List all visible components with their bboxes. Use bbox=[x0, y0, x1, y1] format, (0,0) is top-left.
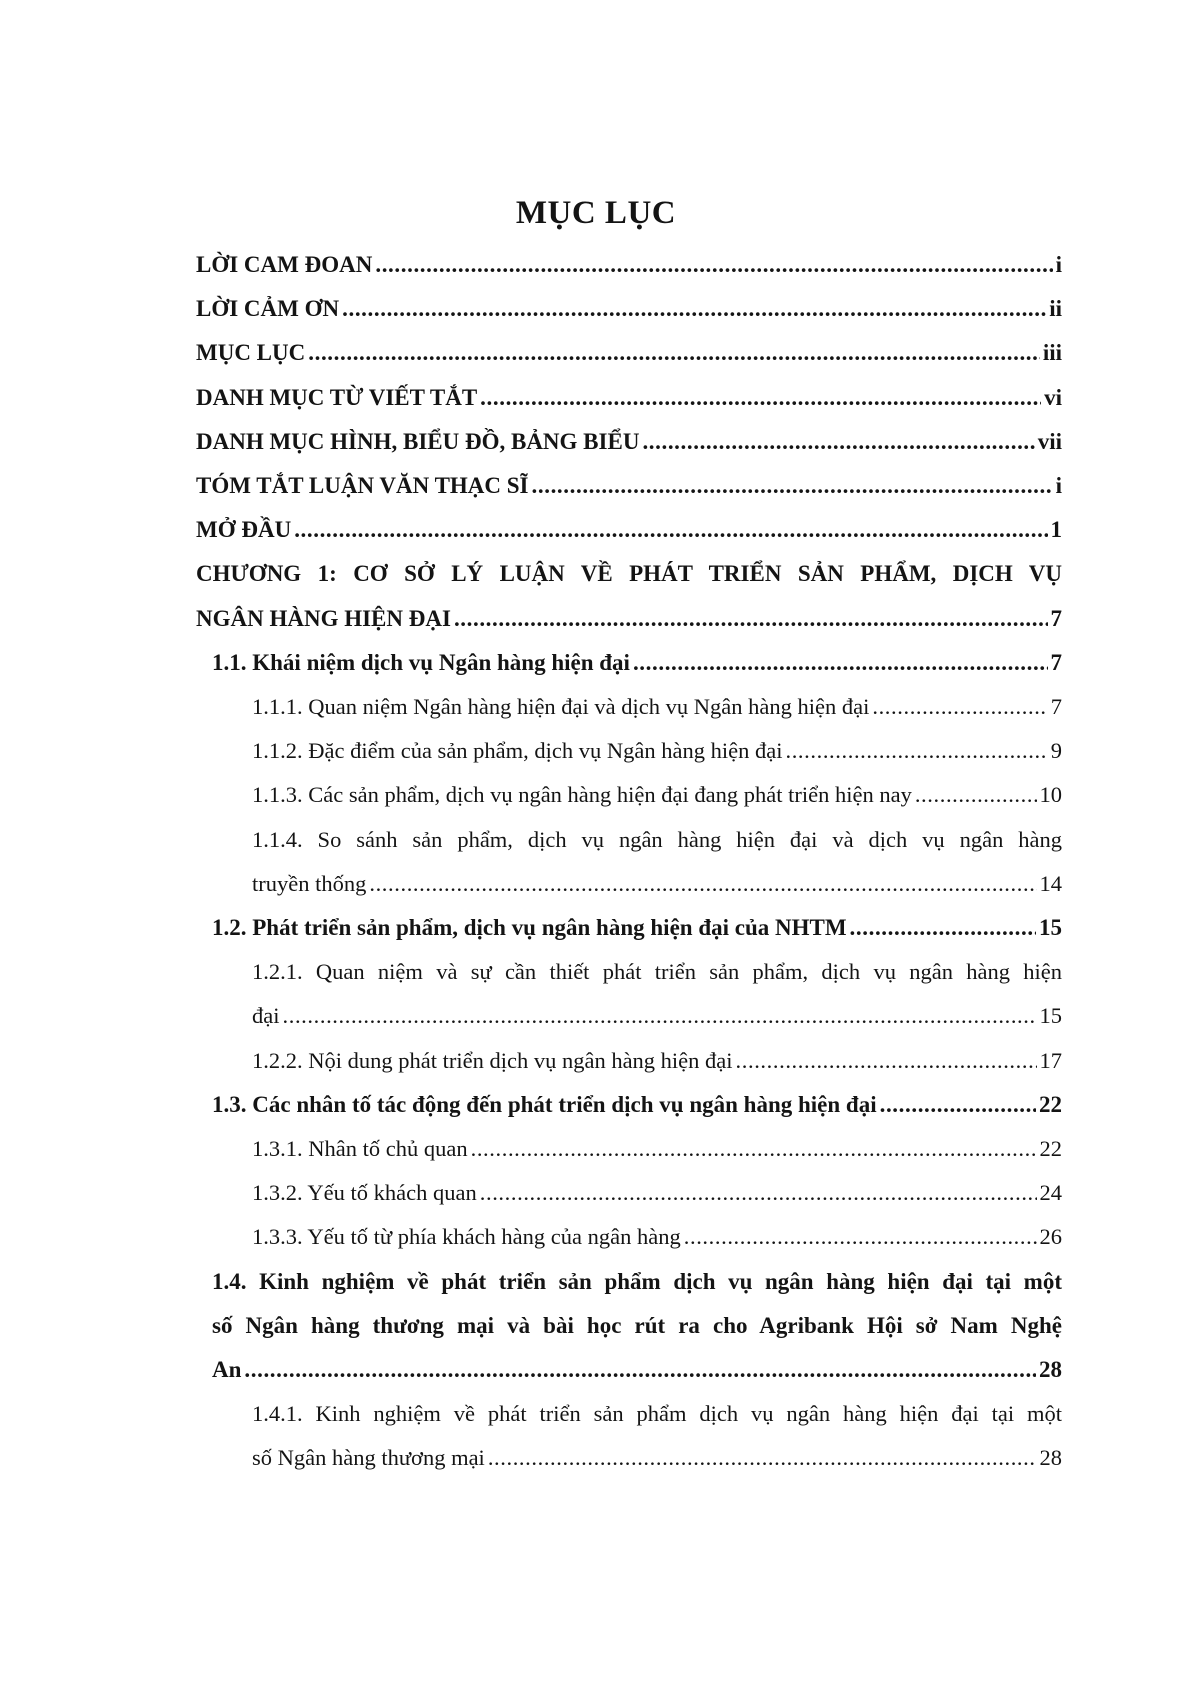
dot-leader bbox=[342, 287, 1046, 331]
toc-entry-1-1-4[interactable] bbox=[196, 818, 1062, 906]
toc-entry-title: 1.3. Các nhân tố tác động đến phát triển dịch vụ ngân hàng hiện đại bbox=[212, 1091, 877, 1117]
toc-entry-title: 1.1.1. Quan niệm Ngân hàng hiện đại và dịch vụ Ngân hàng hiện đại bbox=[252, 694, 870, 720]
toc-entry-tom-tat[interactable] bbox=[196, 464, 1062, 508]
toc-entry-title: 1.1.2. Đặc điểm của sản phẩm, dịch vụ Ngân hàng hiện đại bbox=[252, 738, 783, 764]
toc-entry-title-line: số Ngân hàng thương mại và bài học rút ra cho Agribank Hội sở Nam Nghệ bbox=[212, 1312, 1062, 1338]
dot-leader bbox=[915, 773, 1037, 817]
toc-page-number: 24 bbox=[1039, 1180, 1062, 1206]
toc-page-number: 22 bbox=[1039, 1136, 1062, 1162]
toc-page-number: ii bbox=[1049, 296, 1062, 322]
toc-entry-title-line: 1.1.4. So sánh sản phẩm, dịch vụ ngân hàng hiện đại và dịch vụ ngân hàng bbox=[252, 826, 1062, 852]
toc-entry-mo-dau[interactable] bbox=[196, 508, 1062, 552]
toc-entry-1-2-1[interactable] bbox=[196, 950, 1062, 1038]
dot-leader bbox=[532, 464, 1053, 508]
toc-entry-title: 1.2.2. Nội dung phát triển dịch vụ ngân hàng hiện đại bbox=[252, 1047, 733, 1073]
toc-page-number: 28 bbox=[1039, 1357, 1062, 1383]
toc-entry-title-line: 1.4.1. Kinh nghiệm về phát triển sản phẩm dịch vụ ngân hàng hiện đại tại một bbox=[252, 1401, 1062, 1427]
toc-entry-1-4-1[interactable] bbox=[196, 1392, 1062, 1480]
toc-entry-danh-muc-hinh[interactable] bbox=[196, 420, 1062, 464]
toc-entry-title: DANH MỤC TỪ VIẾT TẮT bbox=[196, 384, 478, 410]
dot-leader bbox=[454, 597, 1048, 641]
dot-leader bbox=[480, 1171, 1037, 1215]
dot-leader bbox=[244, 1348, 1036, 1392]
toc-page-number: i bbox=[1055, 473, 1062, 499]
toc-page-number: 7 bbox=[1050, 694, 1062, 720]
toc-entry-danh-muc-tu-viet-tat[interactable] bbox=[196, 376, 1062, 420]
dot-leader bbox=[471, 1127, 1037, 1171]
toc-entry-1-1-2[interactable] bbox=[196, 729, 1062, 773]
toc-entry-1-3-1[interactable] bbox=[196, 1127, 1062, 1171]
dot-leader bbox=[850, 906, 1036, 950]
toc-entry-1-2[interactable] bbox=[196, 906, 1062, 950]
toc-entry-1-2-2[interactable] bbox=[196, 1039, 1062, 1083]
dot-leader bbox=[872, 685, 1047, 729]
toc-entry-title: TÓM TẮT LUẬN VĂN THẠC SĨ bbox=[196, 473, 529, 499]
toc-page-number: 22 bbox=[1039, 1091, 1062, 1117]
toc-entry-1-1[interactable] bbox=[196, 641, 1062, 685]
toc-page-number: vii bbox=[1037, 428, 1062, 454]
toc-page-number: 1 bbox=[1050, 517, 1062, 543]
dot-leader bbox=[480, 376, 1041, 420]
toc-page-number: i bbox=[1055, 252, 1062, 277]
toc-entry-title: 1.2. Phát triển sản phẩm, dịch vụ ngân hàng hiện đại của NHTM bbox=[212, 915, 847, 941]
toc-entry-1-3[interactable] bbox=[196, 1083, 1062, 1127]
toc-entry-title: LỜI CẢM ƠN bbox=[196, 296, 340, 322]
dot-leader bbox=[375, 243, 1052, 287]
toc-entry-1-4[interactable] bbox=[196, 1260, 1062, 1393]
toc-page-number: 9 bbox=[1050, 738, 1062, 764]
toc-entry-muc-luc[interactable] bbox=[196, 331, 1062, 375]
dot-leader bbox=[642, 420, 1034, 464]
toc-entry-title: DANH MỤC HÌNH, BIỂU ĐỒ, BẢNG BIỂU bbox=[196, 428, 640, 454]
toc-page-number: 26 bbox=[1039, 1224, 1062, 1250]
toc-entry-1-1-3[interactable] bbox=[196, 773, 1062, 817]
dot-leader bbox=[736, 1039, 1037, 1083]
dot-leader bbox=[785, 729, 1047, 773]
toc-entry-title: số Ngân hàng thương mại bbox=[252, 1445, 485, 1471]
toc-page-number: iii bbox=[1042, 340, 1062, 366]
page-title: MỤC LỤC bbox=[515, 195, 677, 231]
toc-entry-title: 1.3.1. Nhân tố chủ quan bbox=[252, 1136, 468, 1162]
dot-leader bbox=[308, 331, 1040, 375]
toc-entry-1-3-3[interactable] bbox=[196, 1215, 1062, 1259]
toc-entry-title: 1.1.3. Các sản phẩm, dịch vụ ngân hàng hiện đại đang phát triển hiện nay bbox=[252, 782, 912, 808]
dot-leader bbox=[880, 1083, 1036, 1127]
toc-page-number: 7 bbox=[1050, 649, 1062, 675]
toc-page-number: 14 bbox=[1039, 870, 1062, 896]
toc-entry-1-3-2[interactable] bbox=[196, 1171, 1062, 1215]
dot-leader bbox=[283, 994, 1037, 1038]
toc-page-number: 10 bbox=[1039, 782, 1062, 808]
toc-entry-title: 1.1. Khái niệm dịch vụ Ngân hàng hiện đại bbox=[212, 649, 630, 675]
dot-leader bbox=[633, 641, 1048, 685]
dot-leader bbox=[488, 1436, 1037, 1480]
dot-leader bbox=[684, 1215, 1037, 1259]
toc-entry-1-1-1[interactable] bbox=[196, 685, 1062, 729]
toc-page-number: 7 bbox=[1050, 605, 1062, 631]
toc-entry-title: đại bbox=[252, 1003, 280, 1029]
toc-page-number: vi bbox=[1044, 384, 1062, 410]
toc-page-number: 17 bbox=[1039, 1047, 1062, 1073]
toc-entry-title: MỞ ĐẦU bbox=[196, 517, 292, 543]
table-of-contents bbox=[196, 243, 1062, 1481]
toc-entry-title: MỤC LỤC bbox=[196, 340, 306, 366]
toc-entry-loi-cam-doan[interactable] bbox=[196, 243, 1062, 287]
toc-entry-title: An bbox=[212, 1357, 242, 1383]
dot-leader bbox=[294, 508, 1047, 552]
toc-entry-title: 1.3.2. Yếu tố khách quan bbox=[252, 1180, 477, 1206]
toc-entry-title: LỜI CAM ĐOAN bbox=[196, 252, 373, 277]
toc-entry-title-line: 1.4. Kinh nghiệm về phát triển sản phẩm dịch vụ ngân hàng hiện đại tại một bbox=[212, 1268, 1062, 1294]
toc-entry-title: NGÂN HÀNG HIỆN ĐẠI bbox=[196, 605, 451, 631]
dot-leader bbox=[369, 862, 1036, 906]
toc-entry-loi-cam-on[interactable] bbox=[196, 287, 1062, 331]
toc-entry-chuong-1[interactable] bbox=[196, 552, 1062, 640]
toc-page-number: 15 bbox=[1039, 1003, 1062, 1029]
toc-entry-title: 1.3.3. Yếu tố từ phía khách hàng của ngân hàng bbox=[252, 1224, 681, 1250]
toc-entry-title: truyền thống bbox=[252, 870, 367, 896]
toc-entry-title-line: CHƯƠNG 1: CƠ SỞ LÝ LUẬN VỀ PHÁT TRIỂN SẢN PHẨM, DỊCH VỤ bbox=[196, 561, 1062, 587]
toc-page-number: 15 bbox=[1039, 915, 1062, 941]
toc-entry-title-line: 1.2.1. Quan niệm và sự cần thiết phát triển sản phẩm, dịch vụ ngân hàng hiện bbox=[252, 959, 1062, 985]
toc-page-number: 28 bbox=[1039, 1445, 1062, 1471]
